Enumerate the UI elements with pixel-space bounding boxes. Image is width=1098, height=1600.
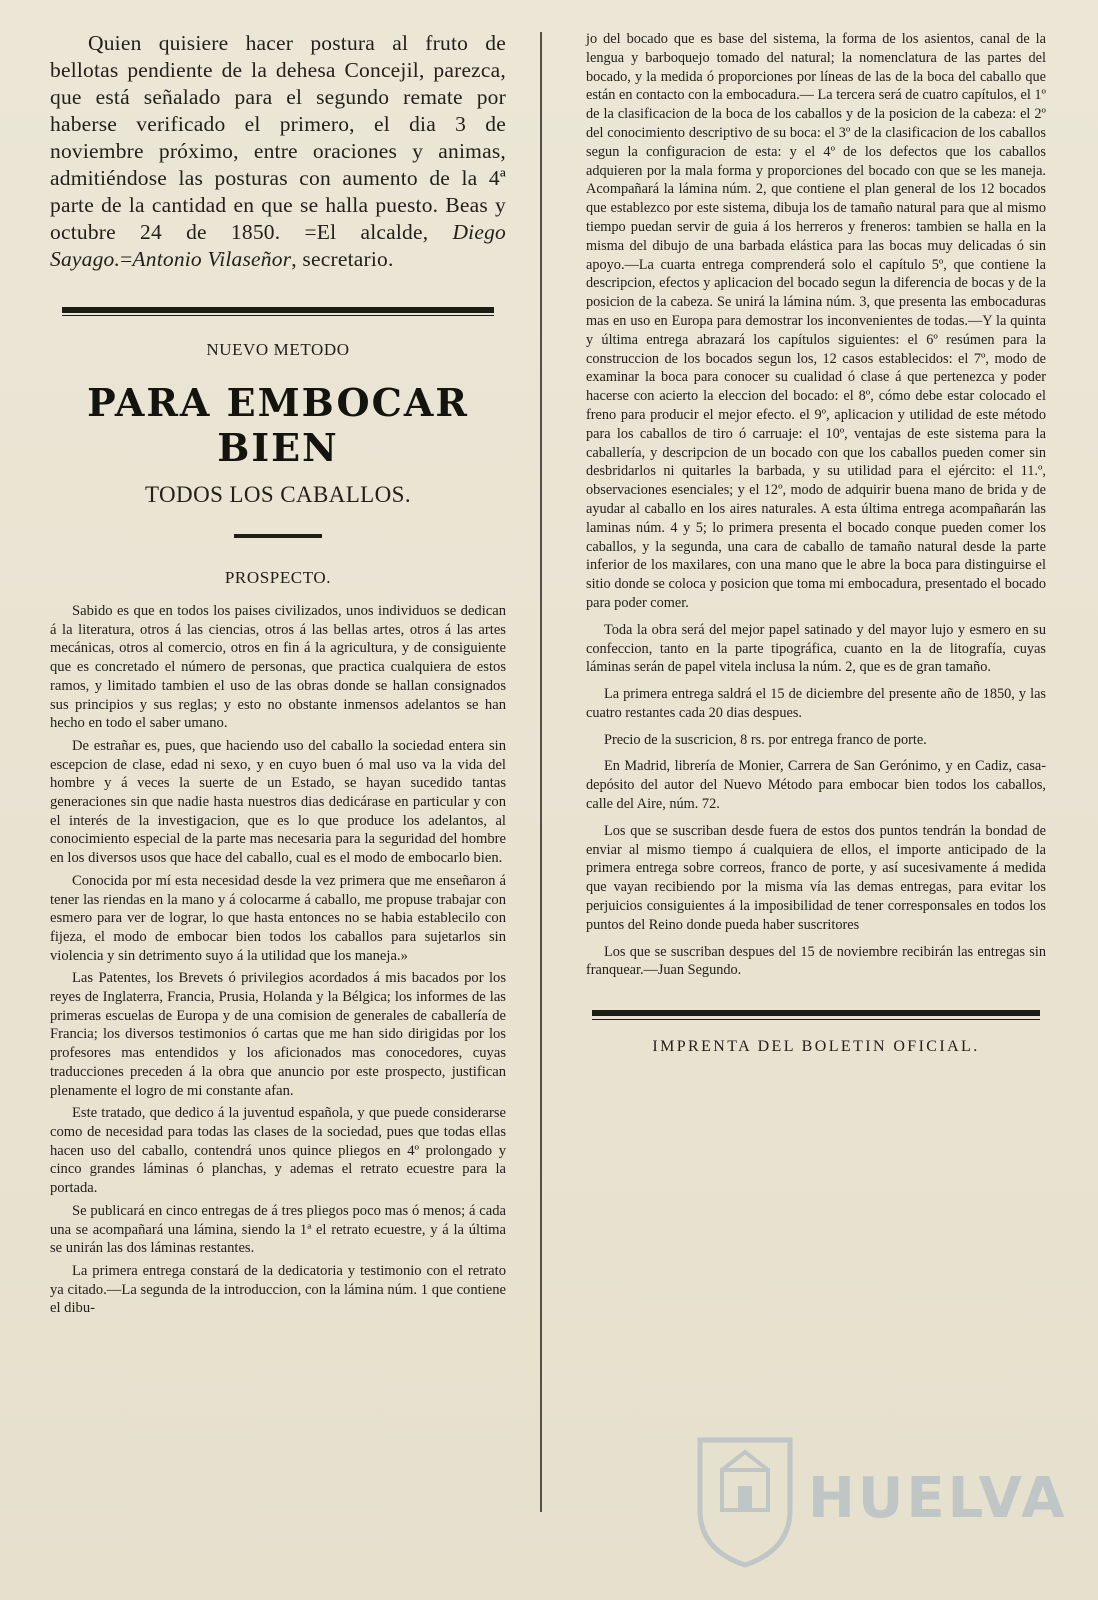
prospecto-paragraph: Sabido es que en todos los paises civilizados, unos individuos se dedican á la literatura, otros á las ciencias, otros á las bellas artes, otros á las artes mecánicas, otros al comercio, otros en fin á la agricultura, y de consiguiente que es concretado el número de personas, que practica cualquiera de estos ramos, y limitado tambien el uso de las obras donde se hallan consignados sus principios y sus reglas; y esto no obstante inmensos adelantos se han hecho en todo el saber umano. [50,603,506,732]
prospecto-paragraph: La primera entrega constará de la dedicatoria y testimonio con el retrato ya citado.—La segunda de la introduccion, con la lámina núm. 1 que contiene el dibu- [50,1262,506,1317]
right-paragraph: Los que se suscriban despues del 15 de noviembre recibirán las entregas sin franquear.—Juan Segundo. [586,943,1046,979]
heading-short-rule [234,534,322,538]
right-paragraph: Precio de la suscricion, 8 rs. por entrega franco de porte. [604,731,927,748]
notice-paragraph [50,30,506,273]
notice-closing: , secretario. [291,247,394,271]
prospecto-continuation [586,30,1046,980]
left-column [50,30,506,1322]
section-heading-prospecto: PROSPECTO. [224,568,332,587]
right-paragraph: En Madrid, librería de Monier, Carrera de San Gerónimo, y en Cadiz, casa-depósito del autor del Nuevo Método para embocar bien todos los caballos, calle del Aire, núm. 72. [586,758,1046,813]
prospecto-paragraph: Conocida por mí esta necesidad desde la vez primera que me enseñaron á tener las riendas en la mano y á colocarme á caballo, me propuse trabajar con esmero para ver de lograr, lo que hasta entonces no se habia establecilo con fijeza, el modo de embocar bien todos los caballos para sujetarlos sin violencia y sin detrimento suyo á la utilidad que los maneja.» [50,872,506,964]
footer-rule-thin [592,1019,1040,1020]
right-column [586,30,1046,1056]
prospecto-paragraph: Las Patentes, los Brevets ó privilegios acordados á mis bacados por los reyes de Inglaterra, Francia, Prusia, Holanda y la Bélgica; los informes de las primeras escuelas de Europa y de una comision de generales de caballería de Francia; los diversos testimonios ó cartas que me han sido dirigidas por los profesores mas entendidos y los aficionados mas conocedores, cuyas traducciones preceden á la obra que anuncio por este prospecto, justifican plenamente el logro de mi constante afan. [50,970,506,1099]
imprint-line: IMPRENTA DEL BOLETIN OFICIAL. [652,1038,980,1056]
right-paragraph: La primera entrega saldrá el 15 de diciembre del presente año de 1850, y las cuatro restantes cada 20 dias despues. [586,686,1046,721]
section-divider [62,307,494,313]
footer-rule [586,1010,1046,1020]
heading-gothic-title: PARA EMBOCAR BIEN [87,380,469,470]
prospecto-body [50,602,506,1318]
footer-rule-thick [592,1010,1040,1016]
section-divider-thin [62,315,494,316]
prospecto-paragraph: Se publicará en cinco entregas de á tres pliegos poco mas ó menos; á cada una se acompañará una lámina, siendo la 1ª el retrato ecuestre, y á la última se unirán las dos láminas restantes. [50,1202,506,1257]
shield-icon [690,1430,800,1570]
notice-separator: = [120,247,133,271]
prospecto-paragraph: Este tratado, que dedico á la juventud española, y que puede considerarse como de necesidad para todas las clases de la sociedad, pues que todas ellas hacen uso del caballo, contendrá unos quince pliegos en 4º prolongado y cinco grandes láminas ó planchas, y ademas el retrato ecuestre para la portada. [50,1105,506,1197]
column-divider [540,32,542,1512]
prospecto-paragraph: De estrañar es, pues, que haciendo uso del caballo la sociedad entera sin escepcion de clase, edad ni sexo, y en cuyo buen ó mal uso va la vida del hombre y á veces la suerte de un Estado, se hayan sucedido tantas generaciones sin que nadie hasta nuestros dias dedicárase en particular y con el interés de la investigacion, que es lo que produce los adelantos, al conocimiento especial de la parte mas necesaria para la seguridad del hombre en los diversos usos que hace del caballo, cual es el modo de embocarlo bien. [50,737,506,867]
alcalde-name: Diego Sayago. [50,220,506,271]
heading-title: TODOS LOS CABALLOS. [145,482,411,507]
notice-text: Quien quisiere hacer postura al fruto de bellotas pendiente de la dehesa Concejil, parezca, que está señalado para el segundo remate por haberse verificado el primero, el dia 3 de noviembre próximo, entre oraciones y animas, admitiéndose las posturas con aumento de la 4ª parte de la cantidad en que se halla puesto. Beas y octubre 24 de 1850. =El alcalde, [50,31,506,244]
heading-subtitle: NUEVO METODO [206,340,350,359]
library-watermark [690,1430,1068,1580]
continued-paragraph: jo del bocado que es base del sistema, la forma de los asientos, canal de la lengua y barboquejo tomado del natural; la nomenclatura de las partes del bocado, y la medida ó proporciones por líneas de las de la boca del caballo que están en contacto con la embocadura.— La tercera será de cuatro capítulos, el 1º de la clasificacion de la boca de los caballos y de la posicion de la cabeza: el 2º del conocimiento descriptivo de su boca: el 3º de la clasificacion de los caballos segun la configuracion de esta: y el 4º de los defectos que los caballos adquieren por la mala forma y proporciones del bocado con que se les maneja. Acompañará la lámina núm. 2, que contiene el plan general de los 12 bocados que establezco por este sistema, dibuja los de tamaño natural para que al mismo tiempo puedan servir de guia á los herreros y freneros: tambien se halla en la misma del dibujo de una barbada elástica para las bocas muy delicadas ó sin apoyo.—La cuarta entrega comprenderá solo el capítulo 5º, que contiene la descripcion, efectos y aplicacion del bocado segun la diferencia de bocas y de la posicion de la cabeza. Se unirá la lámina núm. 3, que presenta las embocaduras mas en uso en Europa para demostrar los inconvenientes de todas.—Y la quinta y última entrega abrazará los capítulos siguientes: el 6º resúmen para la construccion de los bocados segun los, 12 casos establecidos: el 7º, modo de examinar la boca para conocer su cualidad ó clase á que pertenezca y poder hacerse con acierto la eleccion del bocado: el 8º, cómo debe estar colocado el freno para producir el mejor efecto. el 9º, aplicacion y utilidad de este método para los caballos de tiro ó carruaje: el 10º, ventajas de este sistema para la caballería, y descripcion de un bocado con que los caballos pueden comer sin desbridarlos ni quitarles la barbada, y su utilidad para el ejército: el 11.º, observaciones esenciales; y el 12º, modo de adquirir buena mano de brida y de ayudar al caballo en los aires naturales. A esta última entrega acompañarán las laminas núm. 4 y 5; lo primera presenta el bocado conque pueden comer los caballos, y la segunda, una cara de caballo de tamaño natural desde la parte inferior de los maxilares, con una mano que le abre la boca para distinguirse el sitio donde se coloca y posicion que toma mi embocadura, presentado el bocado para poder comer. [586,31,1046,611]
watermark-text: HUELVA [808,1466,1068,1531]
bellotas-notice [50,30,506,273]
right-paragraph: Los que se suscriban desde fuera de estos dos puntos tendrán la bondad de enviar al mismo tiempo á cualquiera de ellos, el importe anticipado de la primera entrega sobre correos, franco de porte, y así sucesivamente á medida que vayan recibiendo por la misma vía las demas entregas, para evitar los perjuicios consiguientes á la imposibilidad de tener corresponsales en todos los puntos del Reino donde pueda haber suscritores [586,822,1046,933]
secretario-name: Antonio Vilaseñor [132,247,292,271]
right-paragraph: Toda la obra será del mejor papel satinado y del mayor lujo y esmero en su confeccion, tanto en la parte tipográfica, cuanto en la de litografía, cuyas láminas serán de papel vitela inclusa la núm. 2, que es de gran tamaño. [586,621,1046,676]
